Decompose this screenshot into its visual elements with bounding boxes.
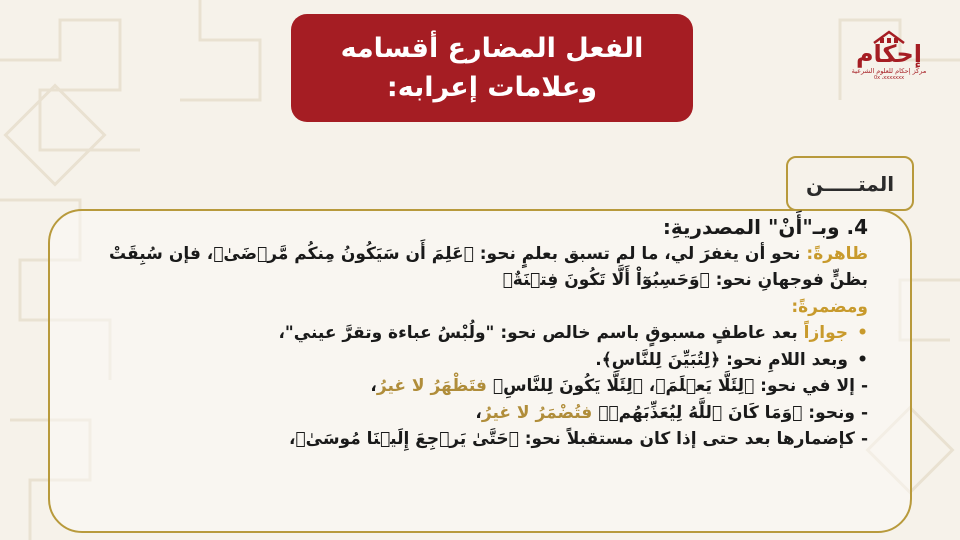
sub2-end: ، (475, 402, 482, 423)
logo-phone: 0x ،xxxxxxx (873, 74, 905, 81)
sub1-text: إلا في نحو: ﴿لِئَلَّا يَعۡلَمَ﴾، ﴿لِئَلَّا يَكُونَ لِلنَّاسِ﴾ (486, 376, 855, 396)
sub2-accent: فتُضْمَرُ لا غيرُ (481, 402, 593, 423)
sub-item-1 (88, 373, 868, 400)
explicit-label: ظاهرةً: (806, 243, 868, 264)
bullet1-text: بعد عاطفٍ مسبوقٍ باسم خالص نحو: "ولُبْسُ عباءة وتقرَّ عيني"، (278, 323, 804, 343)
section-label: المتـــــن (805, 171, 895, 196)
main-content (88, 214, 868, 453)
implicit-label: ومضمرةً: (791, 296, 868, 317)
sub-item-3 (88, 426, 868, 453)
sub1-end: ، (370, 376, 377, 396)
logo-subtitle: مركز إحكام للعلوم الشرعية (851, 67, 927, 75)
explicit-text-1: نحو أن يغفرَ لي، ما لم تسبق بعلمٍ نحو: ﴿عَلِمَ أَن سَيَكُونُ مِنكُم مَّرۡضَىٰ﴾، فإن سُبِقَتْ (109, 243, 807, 264)
sub1-accent: فتَظْهَرُ لا غيرُ (376, 376, 487, 396)
logo-name: إحكام (855, 40, 923, 68)
title-banner (291, 14, 693, 122)
logo (846, 30, 932, 96)
sub3-text: كإضمارها بعد حتى إذا كان مستقبلاً نحو: ﴿حَتَّىٰ يَرۡجِعَ إِلَيۡنَا مُوسَىٰ﴾، (288, 429, 855, 449)
explicit-line-2: بظنٍّ فوجهانِ نحو: ﴿وَحَسِبُوٓاْ أَلَّا تَكُونَ فِتۡنَةٌ﴾ (502, 270, 868, 290)
bullet-item-1 (88, 320, 868, 347)
section-tab (786, 156, 914, 211)
dash-marker: - (860, 376, 868, 396)
dash-marker: - (860, 402, 868, 423)
bullet-dot-icon: • (857, 323, 868, 343)
explicit-line-1 (88, 241, 868, 268)
sub2-text: ونحو: ﴿وَمَا كَانَ ٱللَّهُ لِيُعَذِّبَهُمۡ﴾ (592, 402, 855, 423)
bullet-dot-icon: • (857, 349, 868, 370)
bullet-item-2 (88, 347, 868, 374)
bullet1-label: جوازاً (803, 323, 848, 343)
dash-marker: - (860, 429, 868, 449)
content-heading: 4. وبـ"أَنْ" المصدريةِ: (662, 215, 868, 239)
bullet2-text: وبعد اللامِ نحو: ﴿لِتُبَيِّنَ لِلنَّاسِ﴾. (595, 349, 848, 370)
title-line-2: وعلامات إعرابه: (386, 72, 598, 103)
title-line-1: الفعل المضارع أقسامه (340, 32, 644, 64)
sub-item-2 (88, 400, 868, 427)
